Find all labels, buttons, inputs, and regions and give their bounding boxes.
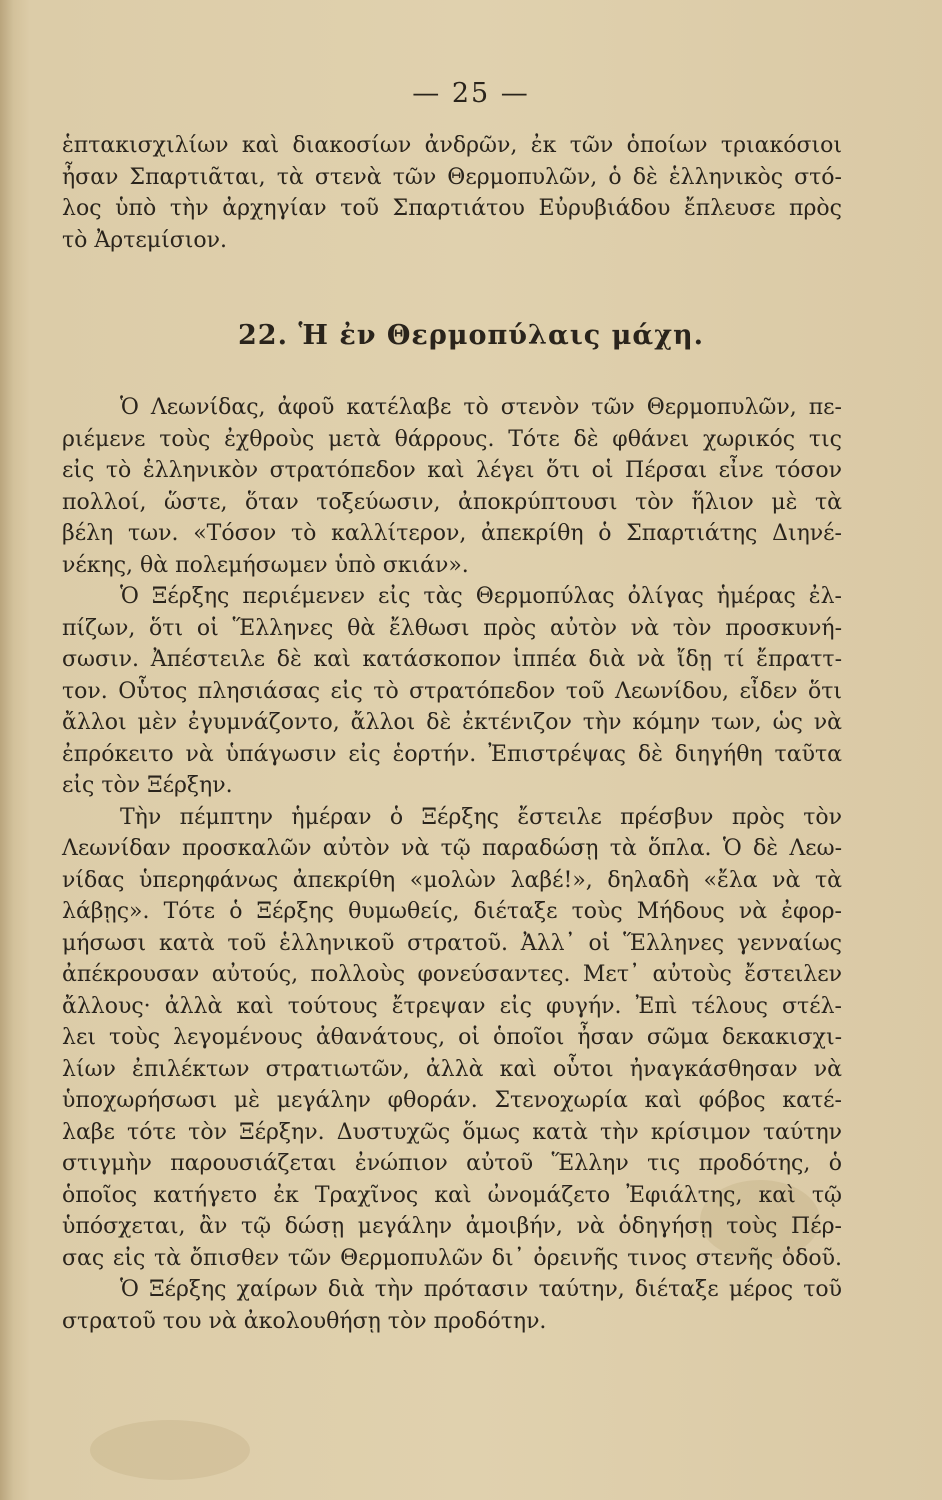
intro-paragraph [62,130,842,256]
text-line: ὁποῖος κατήγετο ἐκ Τραχῖνος καὶ ὠνομάζετο Ἐφιάλτης, καὶ τῷ [62,1182,842,1208]
text-line: ἀπέκρουσαν αὐτούς, πολλοὺς φονεύσαντες. Μετ᾽ αὐτοὺς ἔστειλεν [62,962,842,987]
text-line: νέκης, θὰ πολεμήσωμεν ὑπὸ σκιάν». [62,552,469,578]
text-line: ἑπτακισχιλίων καὶ διακοσίων ἀνδρῶν, ἐκ τῶν ὁποίων τριακόσιοι [62,133,842,158]
text-line: εἰς τὸ ἑλληνικὸν στρατόπεδον καὶ λέγει ὅτι οἱ Πέρσαι εἶνε τόσον [62,458,842,483]
text-line: λος ὑπὸ τὴν ἀρχηγίαν τοῦ Σπαρτιάτου Εὐρυβιάδου ἔπλευσε πρὸς [62,196,842,221]
page-number: — 25 — [412,78,530,109]
text-line: στρατοῦ του νὰ ἀκολουθήσῃ τὸν προδότην. [62,1308,547,1334]
text-line: ἐπρόκειτο νὰ ὑπάγωσιν εἰς ἑορτήν. Ἐπιστρέψας δὲ διηγήθη ταῦτα [62,741,842,767]
paper-stain [90,1420,250,1480]
page-edge-shadow [0,0,14,1500]
text-line: τὸ Ἀρτεμίσιον. [62,227,227,253]
text-line: πολλοί, ὥστε, ὅταν τοξεύωσιν, ἀποκρύπτουσι τὸν ἥλιον μὲ τὰ [62,489,842,515]
text-line: ὑπόσχεται, ἂν τῷ δώσῃ μεγάλην ἀμοιβήν, νὰ ὁδηγήσῃ τοὺς Πέρ- [62,1214,842,1239]
text-line: ὑποχωρήσωσι μὲ μεγάλην φθοράν. Στενοχωρία καὶ φόβος κατέ- [62,1088,842,1113]
text-line: ριέμενε τοὺς ἐχθροὺς μετὰ θάρρους. Τότε δὲ φθάνει χωρικός τις [62,426,842,452]
text-line: εἰς τὸν Ξέρξην. [62,773,233,798]
text-line: στιγμὴν παρουσιάζεται ἐνώπιον αὐτοῦ Ἕλλην τις προδότης, ὁ [62,1151,842,1176]
text-line: λάβῃς». Τότε ὁ Ξέρξης θυμωθείς, διέταξε τοὺς Μήδους νὰ ἐφορ- [62,899,842,924]
text-line: ἄλλοι μὲν ἐγυμνάζοντο, ἄλλοι δὲ ἐκτένιζον τὴν κόμην των, ὡς νὰ [62,710,842,735]
text-line: λίων ἐπιλέκτων στρατιωτῶν, ἀλλὰ καὶ οὗτοι ἠναγκάσθησαν νὰ [62,1056,842,1082]
section-heading: 22. Ἡ ἐν Θερμοπύλαις μάχη. [238,320,704,351]
text-line: Ὁ Ξέρξης χαίρων διὰ τὴν πρότασιν ταύτην, διέταξε μέρος τοῦ [120,1277,842,1302]
text-line: μήσωσι κατὰ τοῦ ἑλληνικοῦ στρατοῦ. Ἀλλ᾽ οἱ Ἕλληνες γενναίως [62,930,842,956]
text-line: πίζων, ὅτι οἱ Ἕλληνες θὰ ἔλθωσι πρὸς αὐτὸν νὰ τὸν προσκυνή- [62,615,842,641]
text-line: Λεωνίδαν προσκαλῶν αὐτὸν νὰ τῷ παραδώσῃ τὰ ὅπλα. Ὁ δὲ Λεω- [62,836,842,861]
text-line: νίδας ὑπερηφάνως ἀπεκρίθη «μολὼν λαβέ!», δηλαδὴ «ἔλα νὰ τὰ [62,867,842,893]
text-line: σας εἰς τὰ ὄπισθεν τῶν Θερμοπυλῶν δι᾽ ὀρεινῆς τινος στενῆς ὁδοῦ. [62,1245,842,1271]
text-line: βέλη των. «Τόσον τὸ καλλίτερον, ἀπεκρίθη ὁ Σπαρτιάτης Διηνέ- [62,521,842,546]
text-line: τον. Οὗτος πλησιάσας εἰς τὸ στρατόπεδον τοῦ Λεωνίδου, εἶδεν ὅτι [62,678,842,704]
text-line: σωσιν. Ἀπέστειλε δὲ καὶ κατάσκοπον ἱππέα διὰ νὰ ἴδῃ τί ἔπραττ- [62,647,842,672]
body-text [62,392,842,1337]
text-line: Ὁ Λεωνίδας, ἀφοῦ κατέλαβε τὸ στενὸν τῶν Θερμοπυλῶν, πε- [120,395,842,420]
text-line: λαβε τότε τὸν Ξέρξην. Δυστυχῶς ὅμως κατὰ τὴν κρίσιμον ταύτην [62,1119,842,1145]
text-line: ἦσαν Σπαρτιᾶται, τὰ στενὰ τῶν Θερμοπυλῶν, ὁ δὲ ἑλληνικὸς στό- [62,164,842,190]
text-line: ἄλλους· ἀλλὰ καὶ τούτους ἔτρεψαν εἰς φυγήν. Ἐπὶ τέλους στέλ- [62,993,842,1019]
text-line: Τὴν πέμπτην ἡμέραν ὁ Ξέρξης ἔστειλε πρέσβυν πρὸς τὸν [120,804,842,830]
text-line: λει τοὺς λεγομένους ἀθανάτους, οἱ ὁποῖοι ἦσαν σῶμα δεκακισχι- [62,1025,842,1050]
text-line: Ὁ Ξέρξης περιέμενεν εἰς τὰς Θερμοπύλας ὀλίγας ἡμέρας ἐλ- [120,584,842,609]
